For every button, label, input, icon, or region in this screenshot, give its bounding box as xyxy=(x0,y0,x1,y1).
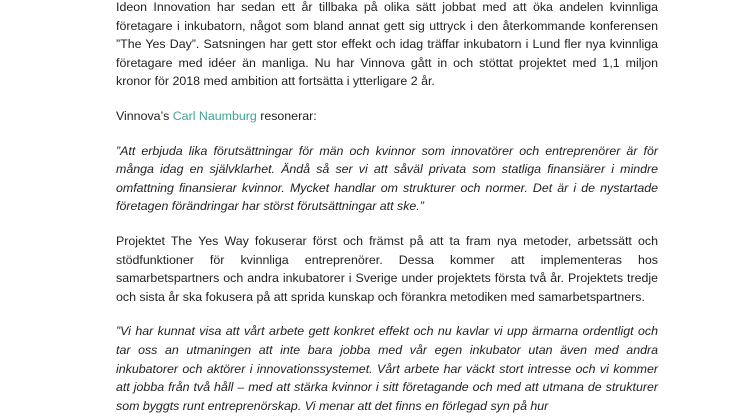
document-page xyxy=(116,0,658,415)
attribution-prefix: Vinnova’s xyxy=(116,108,173,123)
attribution-paragraph xyxy=(116,107,658,126)
intro-paragraph: Ideon Innovation har sedan ett år tillbaka på olika sätt jobbat med att öka andelen kvinnliga företagare i inkubatorn, något som bland annat gett sig uttryck i den återkommande konferensen ”The Yes Day”. Satsningen har gett stor effekt och idag träffar inkubatorn i Lund fler nya kvinnliga företagare med idéer än manliga. Nu har Vinnova gått in och stöttat projektet med 1,1 miljon kronor för 2018 med ambition att fortsätta i ytterligare 2 år. xyxy=(116,0,658,89)
quote-ideon: ”Vi har kunnat visa att vårt arbete gett konkret effekt och nu kavlar vi upp ärmarna ordentligt och tar oss an utmaningen att inte bara jobba med vår egen inkubator utan även med andra inkubatorer och aktörer i innovationssystemet. Vårt arbete har väckt stort intresse och vi kommer att jobba från två håll – med att stärka kvinnor i sitt företagande och med att utmana de strukturer som byggts runt entreprenörskap. Vi menar att det finns en förlegad syn på hur xyxy=(116,324,658,413)
project-paragraph: Projektet The Yes Way fokuserar först och främst på att ta fram nya metoder, arbetssätt och stödfunktioner för kvinnliga entreprenörer. Dessa kommer att implementeras hos samarbetspartners och andra inkubatorer i Sverige under projektets första två år. Projektets tredje och sista år ska fokusera på att sprida kunskap och förankra metodiken med samarbetspartners. xyxy=(116,233,658,304)
attribution-suffix: resonerar: xyxy=(256,108,317,123)
quote-naumburg: ”Att erbjuda lika förutsättningar för män och kvinnor som innovatörer och entreprenörer är för många idag en självklarhet. Ändå så ser vi att såväl privata som statliga finansiärer i mindre omfattning finansierar kvinnor. Mycket handlar om strukturer och normer. Det är i de nystartade företagen förändringar har störst förutsättningar att ske.” xyxy=(116,143,658,214)
carl-naumburg-link[interactable]: Carl Naumburg xyxy=(172,108,257,123)
